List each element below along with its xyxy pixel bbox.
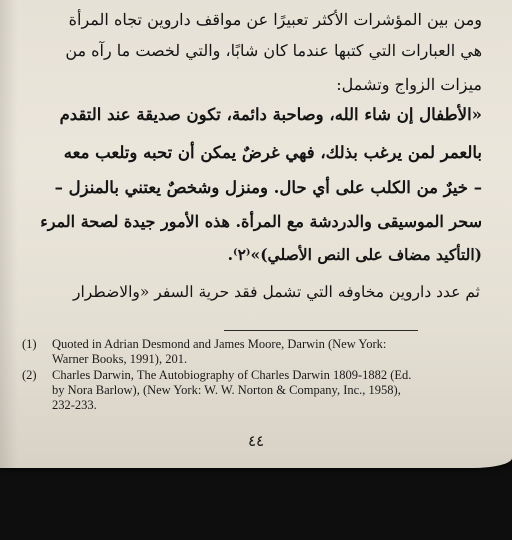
page-number: ٤٤ [247, 432, 265, 450]
body-line-3: ميزات الزواج وتشمل: [336, 75, 482, 94]
footnote-2-number: (2) [22, 368, 37, 382]
footnote-1-text: Quoted in Adrian Desmond and James Moore, Darwin (New York: Warner Books, 1991), 201. [52, 337, 387, 366]
body-line-after-quote: ثم عدد داروين مخاوفه التي تشمل فقد حرية السفر «والاضطرار [73, 283, 480, 301]
quote-line-2: بالعمر لمن يرغب بذلك، فهي غرضٌ يمكن أن تحبه وتلعب معه [63, 143, 482, 162]
body-line-2: هي العبارات التي كتبها عندما كان شابًا، والتي لخصت ما رآه من [65, 41, 482, 60]
quote-line-4: سحر الموسيقى والدردشة مع المرأة. هذه الأمور جيدة لصحة المرء [40, 212, 482, 231]
quote-line-5: (التأكيد مضاف على النص الأصلي)»⁽٢⁾. [227, 245, 482, 264]
page-shadow [0, 0, 18, 468]
footnote-divider [224, 330, 418, 331]
footnote-2-text: Charles Darwin, The Autobiography of Charles Darwin 1809-1882 (Ed. by Nora Barlow), (New York: W. W. Norton & Company, Inc., 1958), 232-233. [52, 368, 412, 412]
quote-line-1: «الأطفال إن شاء الله، وصاحبة دائمة، تكون صديقة عند التقدم [59, 105, 482, 124]
body-line-1: ومن بين المؤشرات الأكثر تعبيرًا عن مواقف داروين تجاه المرأة [68, 10, 482, 29]
quote-line-3: – خيرٌ من الكلب على أي حال. ومنزل وشخصٌ يعتني بالمنزل – [54, 178, 482, 197]
footnote-1-number: (1) [22, 337, 37, 351]
